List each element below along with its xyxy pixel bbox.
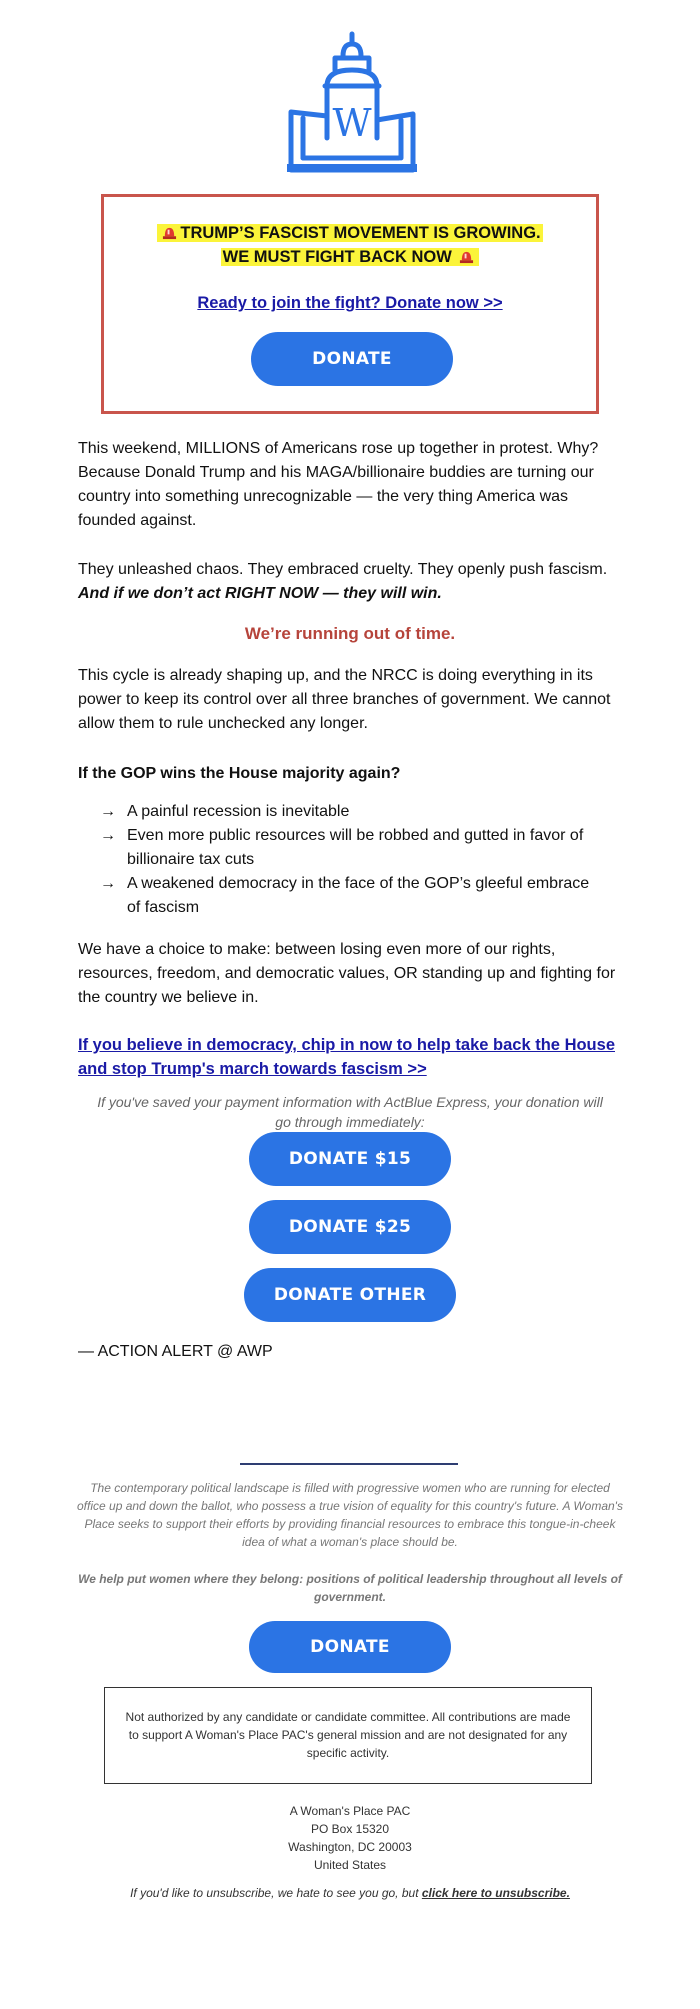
nrcc-paragraph: This cycle is already shaping up, and the NRCC is doing everything in its power to keep its control over all three branches of government. We cannot allow them to rule unchecked any longer. bbox=[78, 667, 611, 732]
logo-letter: W bbox=[332, 101, 372, 145]
list-item: → Even more public resources will be robbed and gutted in favor of billionaire tax cuts bbox=[100, 824, 600, 872]
address-line: United States bbox=[313, 1858, 387, 1872]
alert-box bbox=[101, 194, 599, 414]
chip-in-link[interactable]: If you believe in democracy, chip in now to help take back the House and stop Trump's march towards fascism >> bbox=[78, 1036, 615, 1078]
donate-15-button[interactable]: DONATE $15 bbox=[249, 1132, 451, 1186]
gop-heading: If the GOP wins the House majority again? bbox=[78, 765, 401, 782]
address-line: A Woman's Place PAC bbox=[289, 1804, 411, 1818]
consequence-list bbox=[100, 800, 600, 920]
list-item: → A weakened democracy in the face of the GOP’s gleeful embrace of fascism bbox=[100, 872, 600, 920]
choice-paragraph: We have a choice to make: between losing even more of our rights, resources, freedom, and democratic values, OR standing up and fighting for the country we believe in. bbox=[78, 941, 616, 1006]
siren-icon bbox=[459, 249, 474, 264]
footer-tagline: We help put women where they belong: positions of political leadership throughout all levels of government. bbox=[78, 1572, 622, 1604]
donate-25-button[interactable]: DONATE $25 bbox=[249, 1200, 451, 1254]
address-line: Washington, DC 20003 bbox=[288, 1840, 412, 1854]
capitol-logo bbox=[283, 30, 421, 173]
unsubscribe-link[interactable]: click here to unsubscribe. bbox=[421, 1886, 570, 1900]
donate-other-button[interactable]: DONATE OTHER bbox=[244, 1268, 456, 1322]
chaos-paragraph: They unleashed chaos. They embraced cruelty. They openly push fascism. bbox=[78, 561, 608, 578]
alert-line-1-text: TRUMP’S FASCIST MOVEMENT IS GROWING. bbox=[180, 224, 541, 242]
footer-mission: The contemporary political landscape is filled with progressive women who are running for elected office up and down the ballot, who possess a true vision of equality for this country's future. A Woman's Place seeks to support their efforts by providing financial resources to embrace this tongue-in-cheek idea of what a woman's place should be. bbox=[77, 1481, 623, 1549]
arrow-icon: → bbox=[100, 803, 116, 820]
footer-donate-button[interactable]: DONATE bbox=[249, 1621, 451, 1673]
arrow-icon: → bbox=[100, 875, 116, 892]
alert-headline-2 bbox=[104, 246, 596, 268]
signoff: — ACTION ALERT @ AWP bbox=[78, 1343, 273, 1360]
disclaimer-box: Not authorized by any candidate or candidate committee. All contributions are made to support A Woman's Place PAC's general mission and are not designated for any specific activity. bbox=[104, 1687, 592, 1784]
out-of-time-heading: We’re running out of time. bbox=[244, 624, 456, 643]
unsubscribe-text: If you'd like to unsubscribe, we hate to see you go, but bbox=[130, 1886, 422, 1900]
mailing-address bbox=[0, 1802, 700, 1874]
alert-headline-1 bbox=[104, 222, 596, 244]
footer-divider bbox=[240, 1463, 458, 1465]
actblue-note: If you've saved your payment information with ActBlue Express, your donation will go through immediately: bbox=[97, 1094, 603, 1130]
siren-icon bbox=[162, 225, 177, 240]
list-item: → A painful recession is inevitable bbox=[100, 800, 600, 824]
donate-button[interactable]: DONATE bbox=[251, 332, 453, 386]
act-now-line: And if we don’t act RIGHT NOW — they will win. bbox=[78, 585, 442, 602]
unsubscribe-line bbox=[0, 1886, 700, 1900]
address-line: PO Box 15320 bbox=[310, 1822, 390, 1836]
donate-now-link[interactable]: Ready to join the fight? Donate now >> bbox=[197, 294, 503, 312]
arrow-icon: → bbox=[100, 827, 116, 844]
intro-paragraph: This weekend, MILLIONS of Americans rose up together in protest. Why? Because Donald Trump and his MAGA/billionaire buddies are turning our country into something unrecognizable — the very thing America was founded against. bbox=[78, 440, 599, 529]
alert-line-2-text: WE MUST FIGHT BACK NOW bbox=[222, 248, 452, 266]
